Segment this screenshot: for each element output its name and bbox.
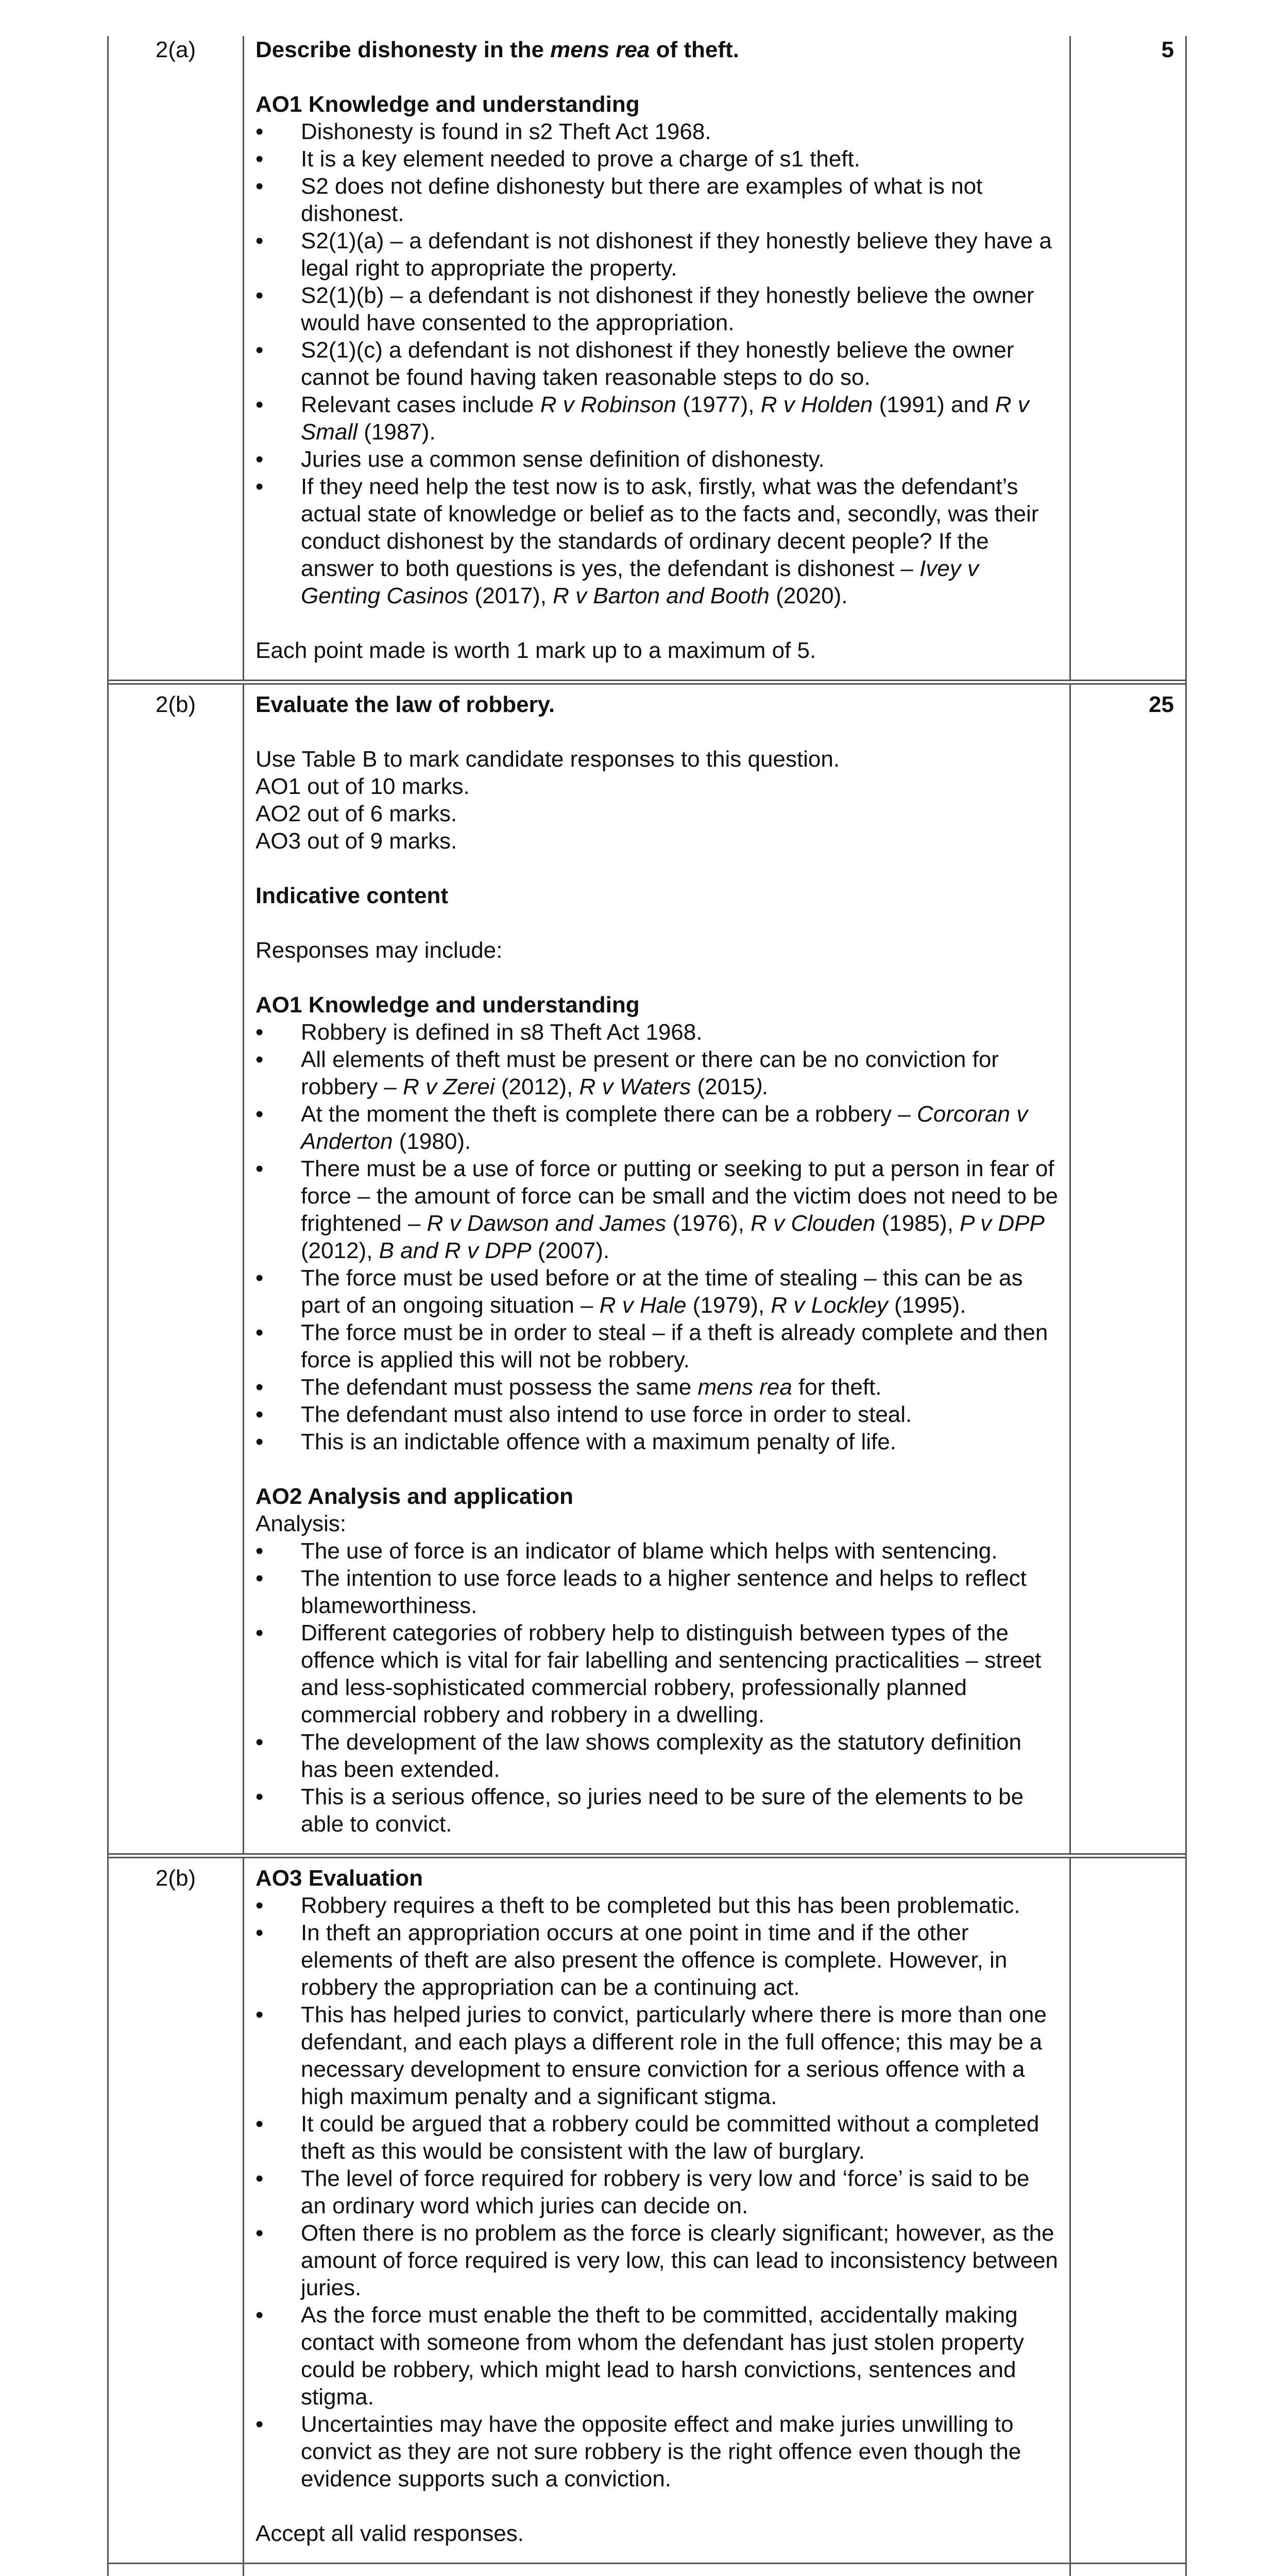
list-item: • Dishonesty is found in s2 Theft Act 1968. <box>255 118 1058 145</box>
list-item: • The force must be used before or at the time of stealing – this can be as part of an ongoing situation – R v Hale (1979), R v Lockley (1995). <box>255 1264 1058 1319</box>
question-number: 2(b) <box>109 685 244 1853</box>
indicative-heading: Indicative content <box>255 883 449 908</box>
responses-line: Responses may include: <box>255 938 503 963</box>
list-item: • S2 does not define dishonesty but there are examples of what is not dishonest. <box>255 173 1058 227</box>
analysis-label: Analysis: <box>255 1511 347 1536</box>
question-marks: 5 <box>1161 37 1174 62</box>
marking-note: Each point made is worth 1 mark up to a maximum of 5. <box>255 638 816 663</box>
list-item: • Often there is no problem as the force is clearly significant; however, as the amount of force required is very low, this can lead to inconsistency between juries. <box>255 2219 1058 2301</box>
question-marks: 25 <box>1149 692 1174 717</box>
intro-line: Use Table B to mark candidate responses to this question. <box>255 747 840 772</box>
question-row-2b-continued <box>109 1858 1185 2563</box>
question-content <box>244 36 1071 680</box>
list-item: • At the moment the theft is complete there can be a robbery – Corcoran v Anderton (1980). <box>255 1100 1058 1155</box>
intro-line: AO2 out of 6 marks. <box>255 801 457 826</box>
question-row-2b <box>109 685 1185 1858</box>
list-item: • S2(1)(c) a defendant is not dishonest if they honestly believe the owner cannot be found having taken reasonable steps to do so. <box>255 336 1058 391</box>
list-item: • This has helped juries to convict, particularly where there is more than one defendant, and each plays a different role in the full offence; this may be a necessary development to ensure conviction for a serious offence with a high maximum penalty and a significant stigma. <box>255 2001 1058 2110</box>
ao3-list <box>255 1892 1058 2493</box>
question-content <box>244 1858 1071 2563</box>
ao1-list <box>255 118 1058 609</box>
list-item: • All elements of theft must be present or there can be no conviction for robbery – R v Zerei (2012), R v Waters (2015). <box>255 1046 1058 1100</box>
list-item: • S2(1)(a) – a defendant is not dishonest if they honestly believe they have a legal right to appropriate the property. <box>255 227 1058 282</box>
ao-label <box>244 2564 1071 2576</box>
list-item: • S2(1)(b) – a defendant is not dishonest if they honestly believe the owner would have consented to the appropriation. <box>255 282 1058 336</box>
intro-line: AO3 out of 9 marks. <box>255 828 457 854</box>
list-item: • Robbery is defined in s8 Theft Act 1968. <box>255 1019 1058 1046</box>
accept-note: Accept all valid responses. <box>255 2521 524 2546</box>
list-item: • As the force must enable the theft to be committed, accidentally making contact with someone from whom the defendant has just stolen property could be robbery, which might lead to harsh convictions, sentences and stigma. <box>255 2301 1058 2411</box>
list-item: • The development of the law shows complexity as the statutory definition has been extended. <box>255 1728 1058 1783</box>
list-item: • It is a key element needed to prove a charge of s1 theft. <box>255 145 1058 173</box>
list-item: • The intention to use force leads to a higher sentence and helps to reflect blameworthiness. <box>255 1565 1058 1619</box>
ao1-list <box>255 1019 1058 1455</box>
list-item: • This is an indictable offence with a maximum penalty of life. <box>255 1428 1058 1455</box>
list-item: • If they need help the test now is to ask, firstly, what was the defendant’s actual state of knowledge or belief as to the facts and, secondly, was their conduct dishonest by the standards of ordinary decent people? If the answer to both questions is yes, the defendant is dishonest – Ivey v Genting Casinos (2017), R v Barton and Booth (2020). <box>255 473 1058 609</box>
question-number: 2(b) <box>109 1858 244 2563</box>
list-item: • The force must be in order to steal – if a theft is already complete and then force is applied this will not be robbery. <box>255 1319 1058 1374</box>
mark-scheme-table <box>107 36 1187 2576</box>
ao-marks <box>1071 2564 1185 2576</box>
ao2-list <box>255 1537 1058 1838</box>
ao3-heading: AO3 Evaluation <box>255 1866 423 1891</box>
list-item: • Different categories of robbery help to distinguish between types of the offence which is vital for fair labelling and sentencing practicalities – street and less-sophisticated commercial robbery, professionally planned commercial robbery and robbery in a dwelling. <box>255 1619 1058 1728</box>
list-item: • There must be a use of force or putting or seeking to put a person in fear of force – the amount of force can be small and the victim does not need to be frightened – R v Dawson and James (1976), R v Clouden (1985), P v DPP (2012), B and R v DPP (2007). <box>255 1155 1058 1264</box>
list-item: • It could be argued that a robbery could be committed without a completed theft as this would be consistent with the law of burglary. <box>255 2110 1058 2165</box>
list-item: • The defendant must possess the same mens rea for theft. <box>255 1374 1058 1401</box>
list-item: • The use of force is an indicator of blame which helps with sentencing. <box>255 1537 1058 1565</box>
question-number: 2(a) <box>109 36 244 680</box>
question-title: Describe dishonesty in the mens rea of theft. <box>255 37 739 62</box>
intro-line: AO1 out of 10 marks. <box>255 774 470 799</box>
question-row-2a <box>109 36 1185 685</box>
list-item: • Juries use a common sense definition of dishonesty. <box>255 446 1058 473</box>
list-item: • The level of force required for robbery is very low and ‘force’ is said to be an ordinary word which juries can decide on. <box>255 2165 1058 2219</box>
question-content <box>244 685 1071 1853</box>
marks-row-ao1 <box>109 2563 1185 2576</box>
ao1-heading: AO1 Knowledge and understanding <box>255 92 640 117</box>
ao1-heading: AO1 Knowledge and understanding <box>255 992 640 1018</box>
list-item: • This is a serious offence, so juries need to be sure of the elements to be able to convict. <box>255 1783 1058 1838</box>
ao2-heading: AO2 Analysis and application <box>255 1484 573 1509</box>
list-item: • Relevant cases include R v Robinson (1977), R v Holden (1991) and R v Small (1987). <box>255 391 1058 446</box>
list-item: • In theft an appropriation occurs at one point in time and if the other elements of theft are also present the offence is complete. However, in robbery the appropriation can be a continuing act. <box>255 1919 1058 2001</box>
question-title: Evaluate the law of robbery. <box>255 692 555 717</box>
list-item: • Uncertainties may have the opposite effect and make juries unwilling to convict as they are not sure robbery is the right offence even though the evidence supports such a conviction. <box>255 2411 1058 2493</box>
list-item: • The defendant must also intend to use force in order to steal. <box>255 1401 1058 1428</box>
list-item: • Robbery requires a theft to be completed but this has been problematic. <box>255 1892 1058 1919</box>
